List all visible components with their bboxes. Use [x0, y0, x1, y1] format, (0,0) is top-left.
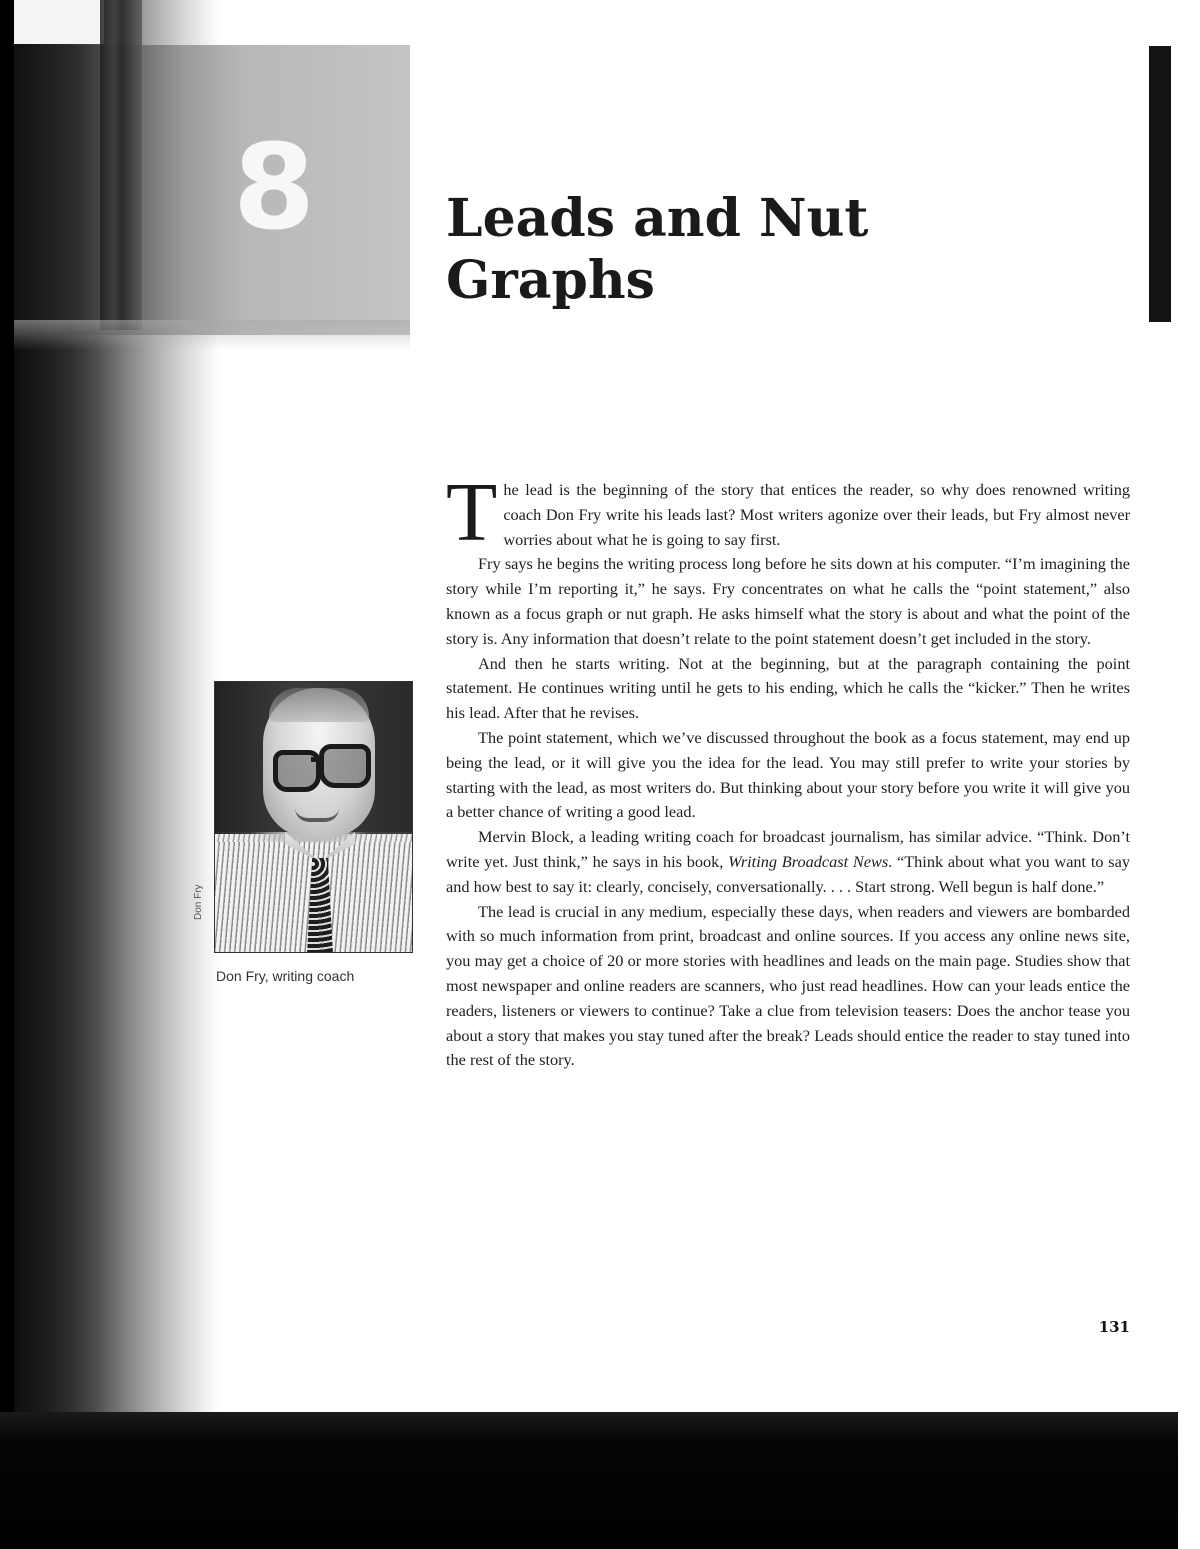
paragraph-4: The point statement, which we’ve discussed throughout the book as a focus statement, may end up being the lead, or it will give you the idea for the lead. You may still prefer to write your stories by starting with the lead, as most writers do. But thinking about your story before you write it will give you a better chance of writing a good lead.	[446, 727, 1130, 822]
chapter-title	[446, 188, 1006, 312]
scan-bottom-corner	[1178, 1412, 1200, 1549]
scan-edge-shadow	[0, 0, 14, 1549]
paragraph-5-text-b: . “Think about what you want to say and how best to say it: clearly, concisely, conversationally. . . . Start strong. Well begun is half done.”	[446, 851, 1130, 896]
chapter-title-line-2: Graphs	[446, 250, 655, 311]
paragraph-1-text: he lead is the beginning of the story that entices the reader, so why does renowned writing coach Don Fry write his leads last? Most writers agonize over their leads, but Fry almost never worries about what he is going to say first.	[503, 480, 1130, 549]
paragraph-2: Fry says he begins the writing process long before he sits down at his computer. “I’m imagining the story while I’m reporting it,” he says. Fry concentrates on what he calls the “point statement,” also known as a focus graph or nut graph. He asks himself what the story is about and what the point of the story is. Any information that doesn’t relate to the point statement doesn’t get included in the story.	[446, 554, 1130, 648]
paragraph-3: And then he starts writing. Not at the beginning, but at the paragraph containing the point statement. He continues writing until he gets to his ending, which he calls the “kicker.” Then he writes his lead. After that he revises.	[446, 653, 1130, 723]
paragraph-1	[446, 428, 1130, 559]
glasses-right-lens	[319, 744, 371, 788]
chapter-title-line-1: Leads and Nut	[446, 188, 869, 249]
paragraph-6: The lead is crucial in any medium, especially these days, when readers and viewers are bombarded with so much information from print, broadcast and online sources. If you access any online news site, you may get a choice of 20 or more stories with headlines and leads on the main page. Studies show that most newspaper and online readers are scanners, who just read headlines. How can your leads entice the readers, listeners or viewers to continue? Take a clue from television teasers: Does the anchor tease you about a story that makes you stay tuned after the break? Leads should entice the reader to stay tuned into the rest of the story.	[446, 901, 1130, 1070]
glasses-bridge	[311, 757, 323, 762]
chapter-band-fade	[14, 320, 410, 350]
chapter-number: 8	[232, 118, 316, 256]
photo-caption: Don Fry, writing coach	[216, 968, 355, 984]
binding-fold	[100, 0, 142, 330]
paragraph-5-text-a: Mervin Block, a leading writing coach for broadcast journalism, has similar advice. “Think. Don’t write yet. Just think,” he says in his book,	[446, 827, 1130, 871]
book-title: Writing Broadcast News	[728, 851, 889, 871]
chapter-band	[14, 45, 410, 335]
author-photo	[214, 681, 413, 953]
paragraph-5	[446, 825, 1130, 899]
body-text	[446, 428, 1130, 1073]
scan-bottom-edge	[0, 1412, 1200, 1549]
drop-cap: T	[446, 466, 498, 559]
drop-cap-spacer	[446, 428, 1130, 478]
scan-corner	[14, 0, 104, 44]
page-number: 131	[1098, 1318, 1130, 1336]
chapter-tab-marker	[1149, 46, 1171, 322]
photo-credit: Don Fry	[193, 884, 204, 920]
photo-hair	[269, 688, 369, 722]
